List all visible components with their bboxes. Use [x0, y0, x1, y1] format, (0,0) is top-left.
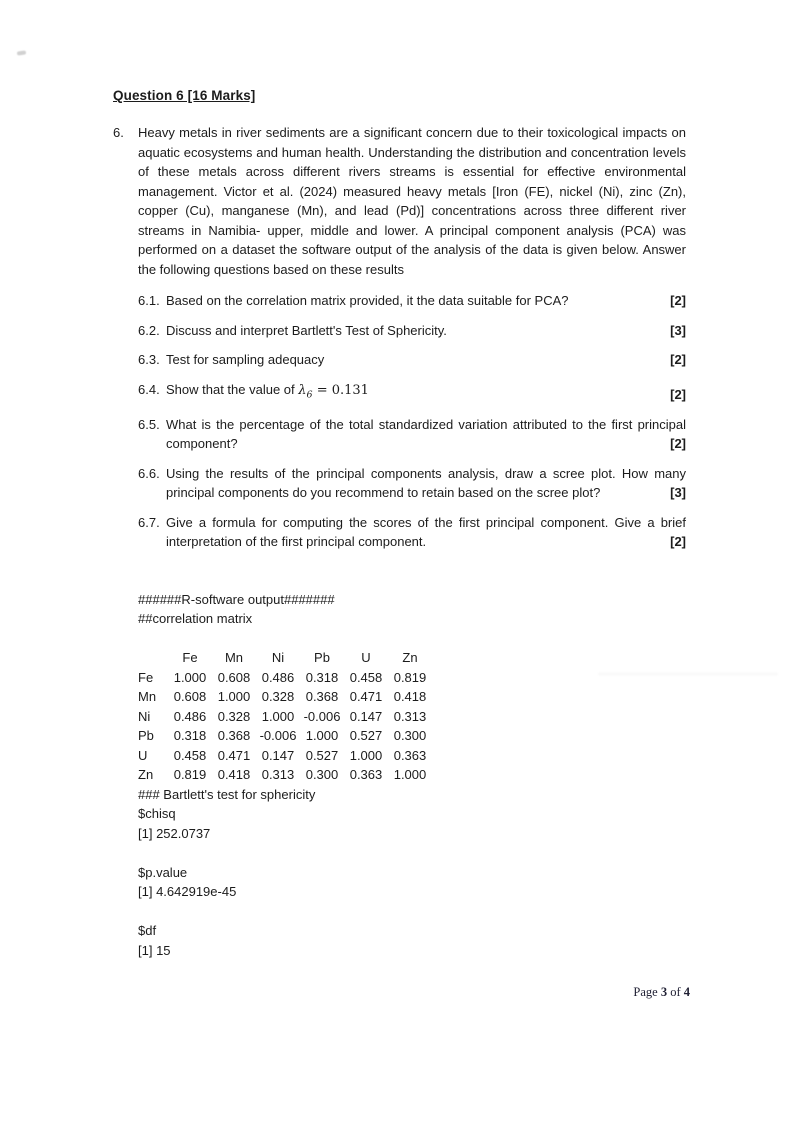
- marks-badge: [2]: [670, 436, 686, 452]
- chisq-value: [1] 252.0737: [138, 825, 211, 841]
- scan-artifact-mark: [17, 50, 26, 55]
- row-label: Ni: [138, 708, 151, 724]
- subquestion-number: 6.3.: [138, 352, 160, 367]
- page-footer: [633, 985, 690, 1000]
- matrix-cell: 0.147: [261, 747, 295, 763]
- pvalue-value: [1] 4.642919e-45: [138, 884, 237, 900]
- subquestion-number: 6.7.: [138, 514, 160, 530]
- subquestion-6-5: [138, 415, 686, 454]
- subquestion-number: 6.1.: [138, 293, 160, 308]
- subquestion-body: [166, 321, 686, 341]
- column-header: Pb: [314, 650, 330, 666]
- matrix-cell: 0.313: [261, 767, 295, 783]
- df-value: [1] 15: [138, 942, 171, 958]
- df-label: $df: [138, 923, 157, 939]
- column-header: Mn: [224, 650, 244, 666]
- subquestion-6-6: [138, 464, 686, 503]
- matrix-cell: 0.328: [217, 708, 251, 724]
- matrix-cell: 0.368: [217, 728, 251, 744]
- subquestion-number: 6.6.: [138, 465, 160, 481]
- matrix-cell: 0.527: [305, 747, 339, 763]
- matrix-cell: 0.300: [393, 728, 427, 744]
- subquestion-text: Test for sampling adequacy: [166, 352, 325, 367]
- blank-line: [138, 629, 686, 649]
- subquestion-6-1: [138, 291, 686, 311]
- matrix-cell: 1.000: [305, 728, 339, 744]
- subquestion-list: [138, 291, 686, 552]
- row-label: U: [138, 747, 148, 763]
- matrix-cell: 0.328: [261, 689, 295, 705]
- matrix-cell: 1.000: [349, 747, 383, 763]
- subquestion-text: Based on the correlation matrix provided, it the data suitable for PCA?: [166, 293, 569, 308]
- matrix-cell: 0.819: [173, 767, 207, 783]
- correlation-matrix-header: ##correlation matrix: [138, 611, 253, 627]
- table-header-row: [138, 648, 432, 668]
- matrix-cell: 0.458: [349, 669, 383, 685]
- matrix-cell: 0.300: [305, 767, 339, 783]
- marks-badge: [2]: [670, 293, 686, 308]
- pvalue-label: $p.value: [138, 864, 188, 880]
- footer-page-word: Page: [633, 985, 658, 999]
- subquestion-body: [166, 380, 686, 405]
- matrix-cell: 0.527: [349, 728, 383, 744]
- column-header: Ni: [271, 650, 285, 666]
- subquestion-6-4: [138, 380, 686, 405]
- r-software-output: [138, 590, 686, 961]
- subquestion-body: [166, 350, 686, 370]
- matrix-cell: 0.486: [173, 708, 207, 724]
- subquestion-body: [166, 291, 686, 311]
- matrix-cell: 0.318: [173, 728, 207, 744]
- subquestion-6-3: [138, 350, 686, 370]
- corner-cell: [138, 648, 168, 668]
- matrix-cell: 0.147: [349, 708, 383, 724]
- matrix-cell: 0.458: [173, 747, 207, 763]
- question-header: Question 6 [16 Marks]: [113, 88, 256, 103]
- matrix-cell: 1.000: [393, 767, 427, 783]
- matrix-cell: 0.819: [393, 669, 427, 685]
- question-intro-row: [113, 123, 686, 279]
- table-row: [138, 687, 432, 707]
- matrix-cell: 0.608: [173, 689, 207, 705]
- r-output-header: ######R-software output#######: [138, 591, 335, 607]
- subquestion-body: [166, 464, 686, 503]
- matrix-cell: 1.000: [217, 689, 251, 705]
- column-header: Fe: [182, 650, 198, 666]
- subquestion-number: 6.5.: [138, 416, 160, 432]
- page-content: [113, 88, 686, 960]
- matrix-cell: 0.608: [217, 669, 251, 685]
- lambda-subscript: 6: [306, 389, 313, 401]
- marks-badge: [3]: [670, 485, 686, 501]
- subquestion-number: 6.2.: [138, 322, 160, 338]
- matrix-cell: 0.313: [393, 708, 427, 724]
- subquestion-text: Using the results of the principal components analysis, draw a scree plot. How many principal components do you recommend to retain based on the scree plot?: [166, 465, 686, 501]
- footer-page-number: 3: [660, 985, 668, 999]
- blank-line: [138, 843, 686, 863]
- subquestion-body: [166, 415, 686, 454]
- matrix-cell: 0.368: [305, 689, 339, 705]
- subquestion-text: Give a formula for computing the scores of the first principal component. Give a brief interpretation of the first principal component.: [166, 514, 686, 550]
- matrix-cell: 0.418: [217, 767, 251, 783]
- subquestion-number: 6.4.: [138, 381, 160, 397]
- matrix-cell: 0.471: [349, 689, 383, 705]
- matrix-cell: 0.318: [305, 669, 339, 685]
- matrix-cell: 0.486: [261, 669, 295, 685]
- bartlett-test-header: ### Bartlett's test for sphericity: [138, 786, 316, 802]
- marks-badge: [2]: [670, 352, 686, 367]
- correlation-matrix-table: [138, 648, 432, 785]
- matrix-cell: -0.006: [303, 708, 341, 724]
- equation-value: = 0.131: [312, 382, 369, 398]
- footer-of-word: of: [670, 985, 681, 999]
- subquestion-body: [166, 513, 686, 552]
- row-label: Zn: [138, 767, 154, 783]
- table-row: [138, 707, 432, 727]
- question-number: 6.: [113, 125, 124, 140]
- matrix-cell: 0.418: [393, 689, 427, 705]
- footer-total-pages: 4: [683, 985, 690, 999]
- chisq-label: $chisq: [138, 806, 176, 822]
- table-row: [138, 726, 432, 746]
- marks-badge: [3]: [670, 322, 686, 338]
- subquestion-text: What is the percentage of the total standardized variation attributed to the first principal component?: [166, 416, 686, 452]
- lambda-symbol: λ: [298, 382, 307, 398]
- table-row: [138, 765, 432, 785]
- table-row: [138, 668, 432, 688]
- marks-badge: [2]: [670, 387, 686, 403]
- subquestion-6-7: [138, 513, 686, 552]
- question-intro-text: Heavy metals in river sediments are a significant concern due to their toxicological impacts on aquatic ecosystems and human health. Understanding the distribution and concentration levels of these metals across different rivers streams is essential for effective environmental management. Victor et al. (2024) measured heavy metals [Iron (FE), nickel (Ni), zinc (Zn), copper (Cu), manganese (Mn), and lead (Pd)] concentrations across three different river streams in Namibia- upper, middle and lower. A principal component analysis (PCA) was performed on a dataset the software output of the analysis of the data is given below. Answer the following questions based on these results: [138, 125, 686, 277]
- column-header: U: [361, 650, 371, 666]
- row-label: Mn: [138, 689, 157, 705]
- column-header: Zn: [402, 650, 418, 666]
- table-row: [138, 746, 432, 766]
- row-label: Pb: [138, 728, 154, 744]
- subquestion-text: Discuss and interpret Bartlett's Test of Sphericity.: [166, 322, 447, 338]
- row-label: Fe: [138, 669, 154, 685]
- matrix-cell: 1.000: [173, 669, 207, 685]
- subquestion-6-2: [138, 321, 686, 341]
- subquestion-text: Show that the value of: [166, 381, 299, 397]
- matrix-cell: -0.006: [259, 728, 297, 744]
- matrix-cell: 0.363: [393, 747, 427, 763]
- matrix-cell: 0.471: [217, 747, 251, 763]
- matrix-cell: 1.000: [261, 708, 295, 724]
- matrix-cell: 0.363: [349, 767, 383, 783]
- marks-badge: [2]: [670, 534, 686, 550]
- blank-line: [138, 902, 686, 922]
